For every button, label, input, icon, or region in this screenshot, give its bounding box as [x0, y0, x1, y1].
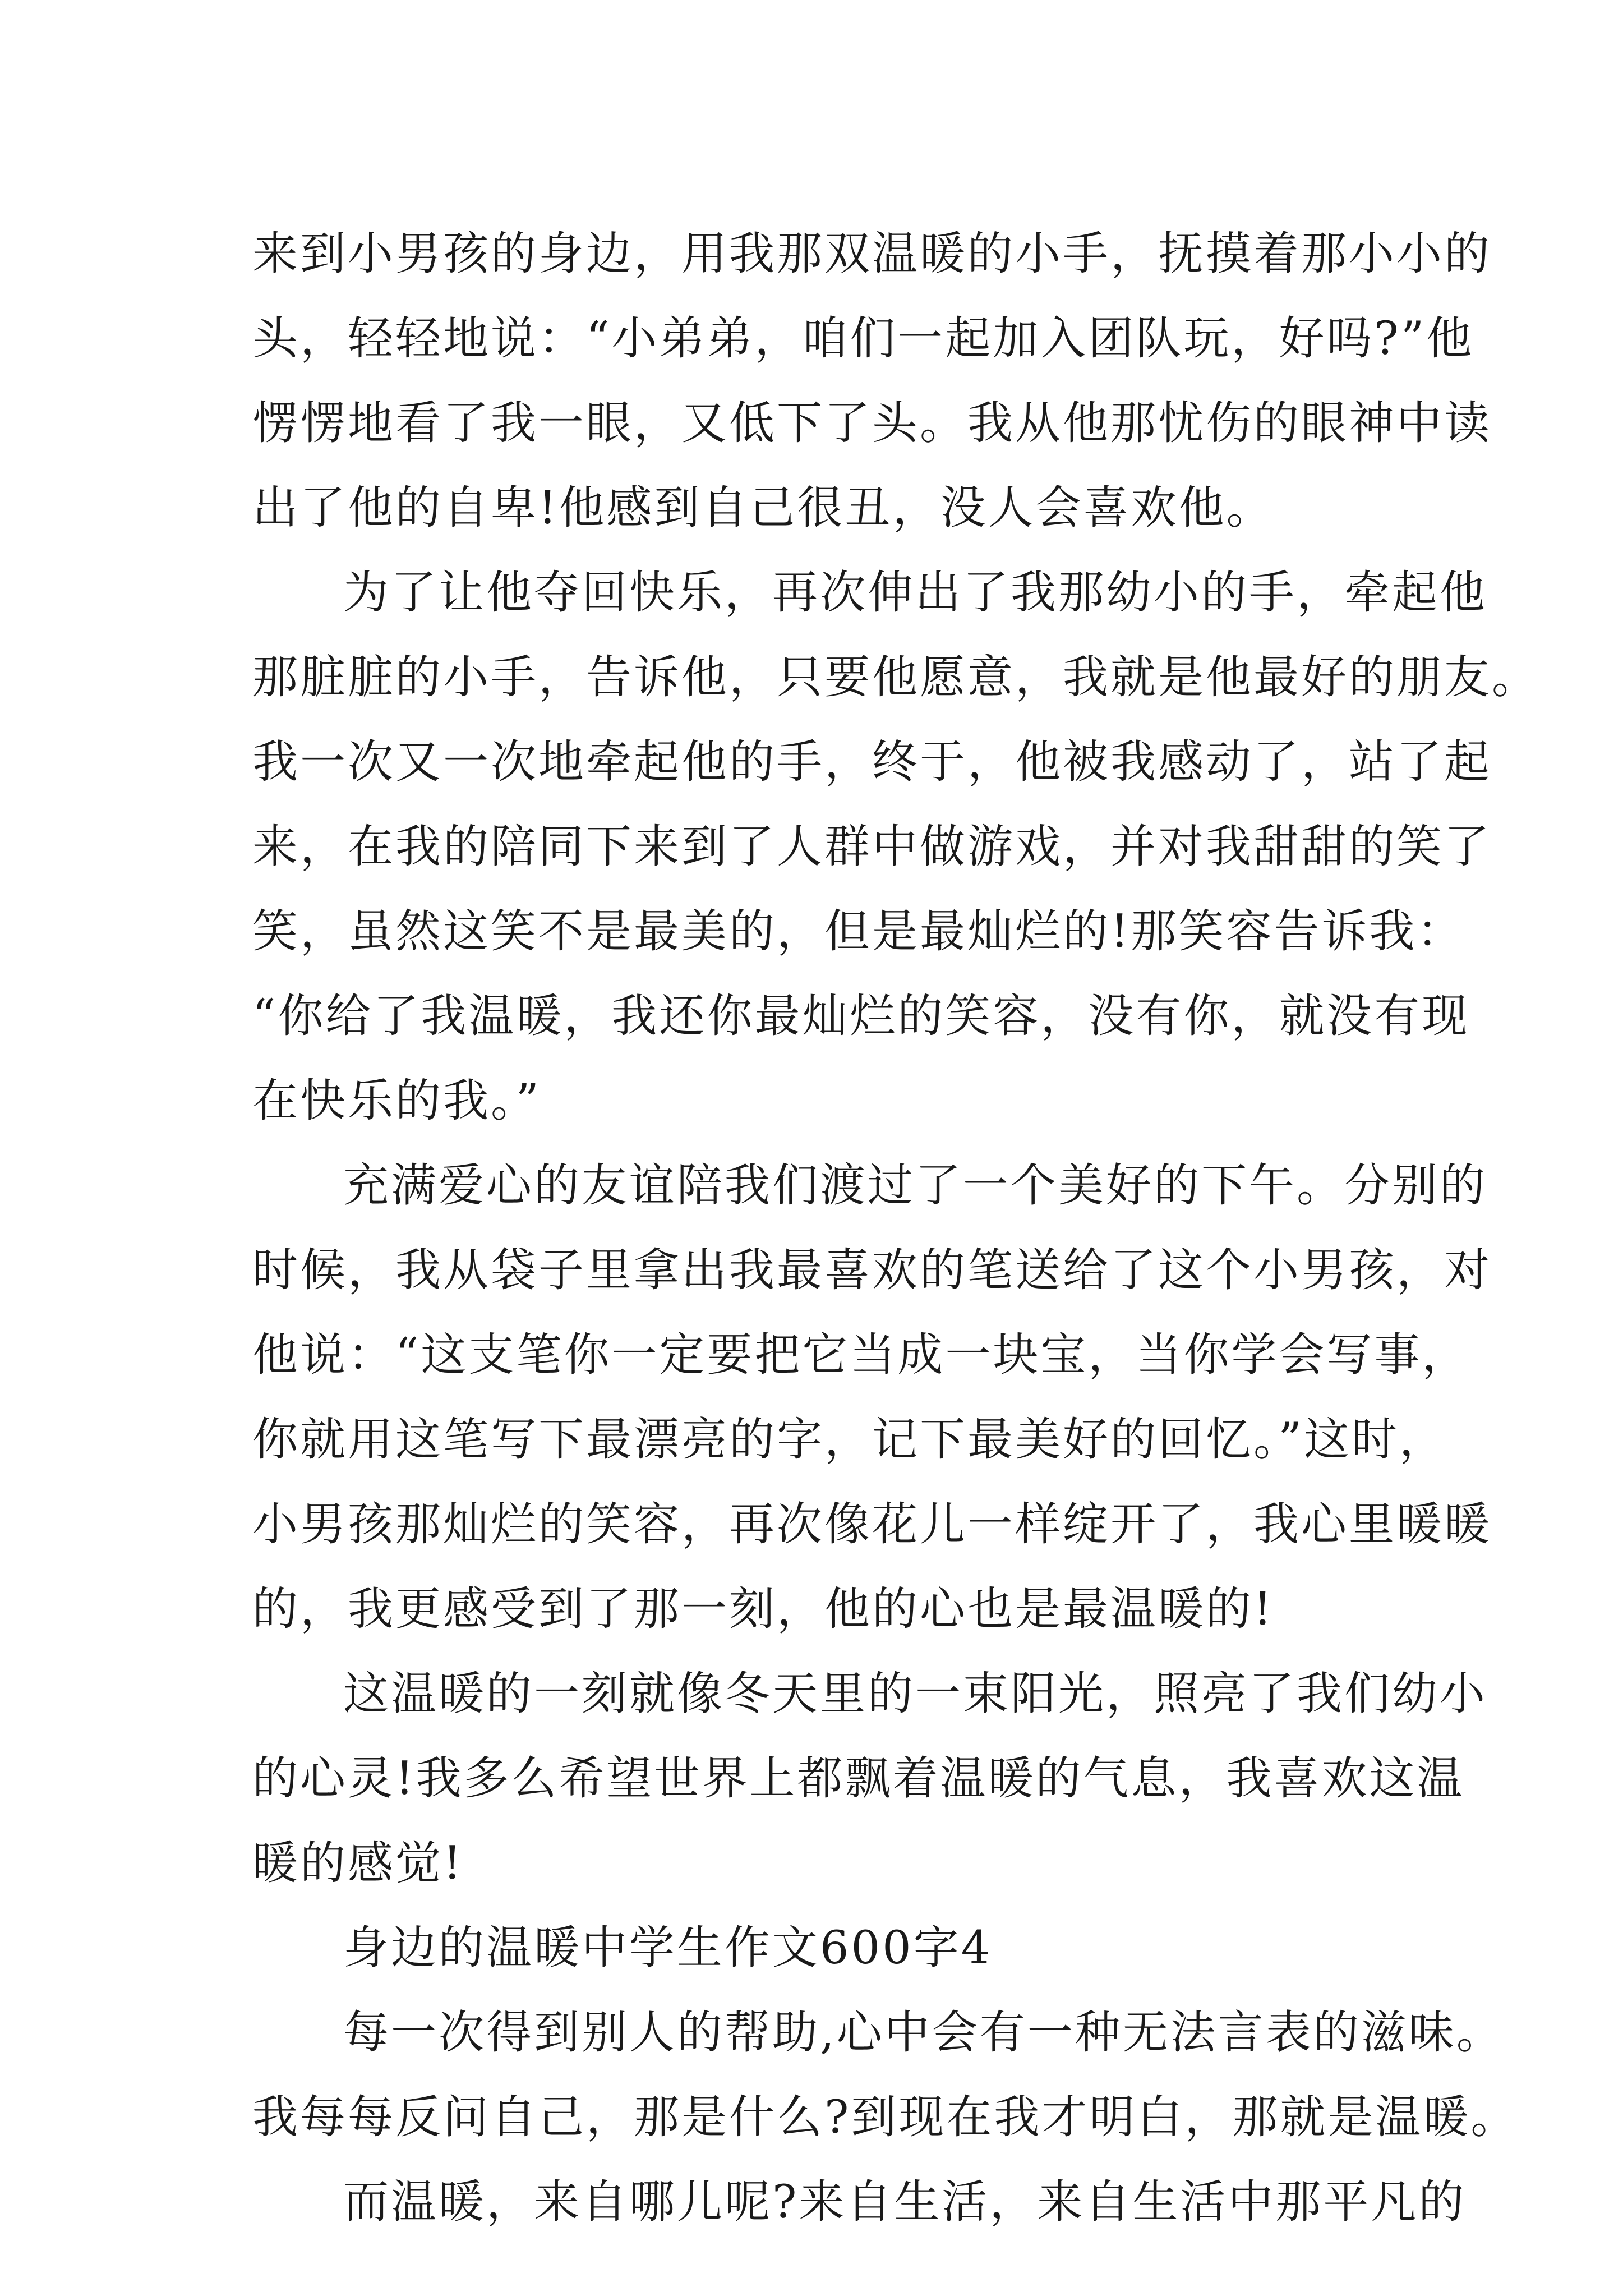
text-line: 我每每反问自己，那是什么?到现在我才明白，那就是温暖。	[252, 2091, 1519, 2144]
text-line: 我一次又一次地牵起他的手，终于，他被我感动了，站了起	[252, 736, 1492, 789]
text-line: “你给了我温暖，我还你最灿烂的笑容，没有你，就没有现	[252, 990, 1470, 1043]
text-line: 时候，我从袋子里拿出我最喜欢的笔送给了这个小男孩，对	[252, 1244, 1492, 1297]
text-line: 他说：“这支笔你一定要把它当成一块宝，当你学会写事，	[252, 1329, 1470, 1382]
paragraph-first-line: 每一次得到别人的帮助,心中会有一种无法言表的滋味。	[343, 2007, 1504, 2059]
text-line: 来，在我的陪同下来到了人群中做游戏，并对我甜甜的笑了	[252, 821, 1492, 873]
paragraph-first-line: 为了让他夺回快乐，再次伸出了我那幼小的手，牵起他	[343, 567, 1488, 619]
text-line: 在快乐的我。”	[252, 1075, 541, 1128]
paragraph-first-line: 这温暖的一刻就像冬天里的一束阳光，照亮了我们幼小	[343, 1668, 1488, 1720]
text-line: 愣愣地看了我一眼，又低下了头。我从他那忧伤的眼神中读	[252, 397, 1492, 450]
text-line: 那脏脏的小手，告诉他，只要他愿意，我就是他最好的朋友。	[252, 651, 1540, 704]
paragraph-first-line: 而温暖，来自哪儿呢?来自生活，来自生活中那平凡的	[343, 2176, 1467, 2229]
text-line: 来到小男孩的身边，用我那双温暖的小手，抚摸着那小小的	[252, 228, 1492, 280]
section-heading: 身边的温暖中学生作文600字4	[343, 1922, 993, 1975]
text-line: 头，轻轻地说：“小弟弟，咱们一起加入团队玩，好吗?”他	[252, 312, 1474, 365]
text-line: 的心灵!我多么希望世界上都飘着温暖的气息，我喜欢这温	[252, 1752, 1465, 1805]
text-line: 出了他的自卑!他感到自己很丑，没人会喜欢他。	[252, 482, 1274, 535]
text-line: 笑，虽然这笑不是最美的，但是最灿烂的!那笑容告诉我：	[252, 905, 1465, 958]
text-line: 你就用这笔写下最漂亮的字，记下最美好的回忆。”这时，	[252, 1414, 1447, 1466]
text-line: 暖的感觉!	[252, 1837, 464, 1890]
text-line: 的，我更感受到了那一刻，他的心也是最温暖的!	[252, 1583, 1274, 1636]
paragraph-first-line: 充满爱心的友谊陪我们渡过了一个美好的下午。分别的	[343, 1159, 1488, 1212]
text-line: 小男孩那灿烂的笑容，再次像花儿一样绽开了，我心里暖暖	[252, 1498, 1492, 1551]
essay-body	[252, 212, 1540, 2245]
